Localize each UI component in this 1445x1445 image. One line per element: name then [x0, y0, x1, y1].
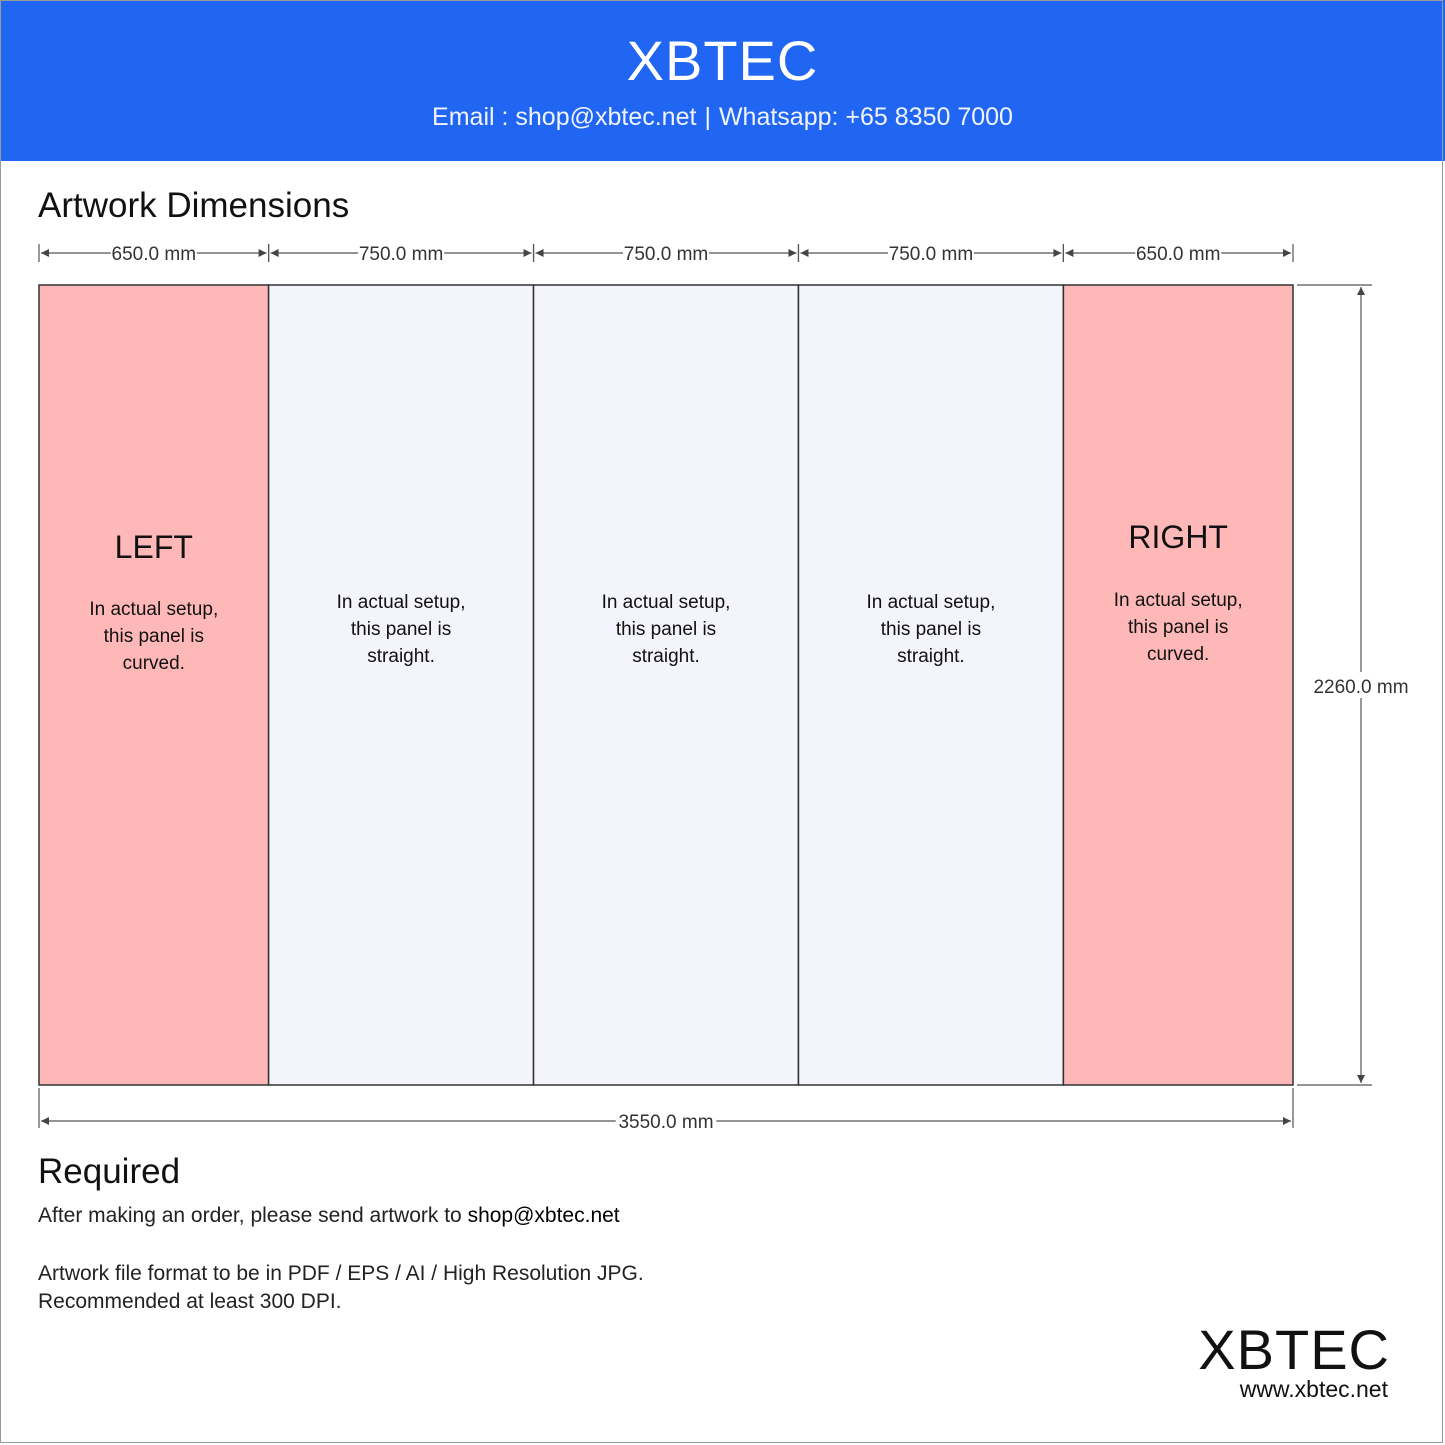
contact-whatsapp[interactable]: Whatsapp: +65 8350 7000 [718, 103, 1013, 131]
panel-note-2-line-1: In actual setup, [336, 592, 466, 613]
required-title: Required [38, 1152, 181, 1191]
required-line-send-artwork [38, 1202, 620, 1230]
total-width-label: 3550.0 mm [618, 1112, 714, 1133]
panel-title-left: LEFT [114, 529, 193, 565]
brand-title: XBTEC [626, 29, 819, 92]
panel-3 [534, 285, 799, 1085]
width-label-4: 750.0 mm [888, 244, 974, 265]
panel-note-4-line-2: this panel is [880, 619, 982, 640]
panel-2 [269, 285, 534, 1085]
panel-1 [39, 285, 269, 1085]
required-line-prefix: After making an order, please send artwork to [38, 1204, 468, 1227]
footer-brand-logo: XBTEC [1198, 1318, 1390, 1381]
width-label-3: 750.0 mm [623, 244, 709, 265]
panel-note-3-line-2: this panel is [615, 619, 717, 640]
footer-website-link[interactable]: www.xbtec.net [1239, 1376, 1388, 1402]
panel-5 [1063, 285, 1293, 1085]
width-label-2: 750.0 mm [358, 244, 444, 265]
panel-note-4-line-1: In actual setup, [866, 592, 996, 613]
section-title-artwork-dimensions: Artwork Dimensions [38, 186, 350, 225]
panel-note-2-line-3: straight. [367, 646, 435, 667]
panel-note-2-line-2: this panel is [350, 619, 452, 640]
panel-note-1-line-3: curved. [122, 653, 185, 674]
panel-title-right: RIGHT [1128, 519, 1228, 555]
width-label-5: 650.0 mm [1135, 244, 1221, 265]
width-label-1: 650.0 mm [111, 244, 197, 265]
panel-note-3-line-1: In actual setup, [601, 592, 731, 613]
panel-note-1-line-2: this panel is [103, 626, 204, 647]
contact-email[interactable]: Email : shop@xbtec.net [432, 103, 697, 131]
panel-note-1-line-1: In actual setup, [89, 599, 219, 620]
required-line-dpi: Recommended at least 300 DPI. [38, 1290, 342, 1313]
panel-note-5-line-1: In actual setup, [1113, 590, 1243, 611]
contact-separator: | [704, 103, 711, 131]
panel-note-4-line-3: straight. [897, 646, 965, 667]
panel-note-3-line-3: straight. [632, 646, 700, 667]
required-line-file-format: Artwork file format to be in PDF / EPS / AI / High Resolution JPG. [38, 1262, 644, 1285]
panel-note-5-line-2: this panel is [1128, 617, 1229, 638]
panel-4 [798, 285, 1063, 1085]
required-email-link[interactable]: shop@xbtec.net [467, 1204, 620, 1227]
panel-note-5-line-3: curved. [1147, 644, 1210, 665]
height-label: 2260.0 mm [1313, 677, 1409, 698]
